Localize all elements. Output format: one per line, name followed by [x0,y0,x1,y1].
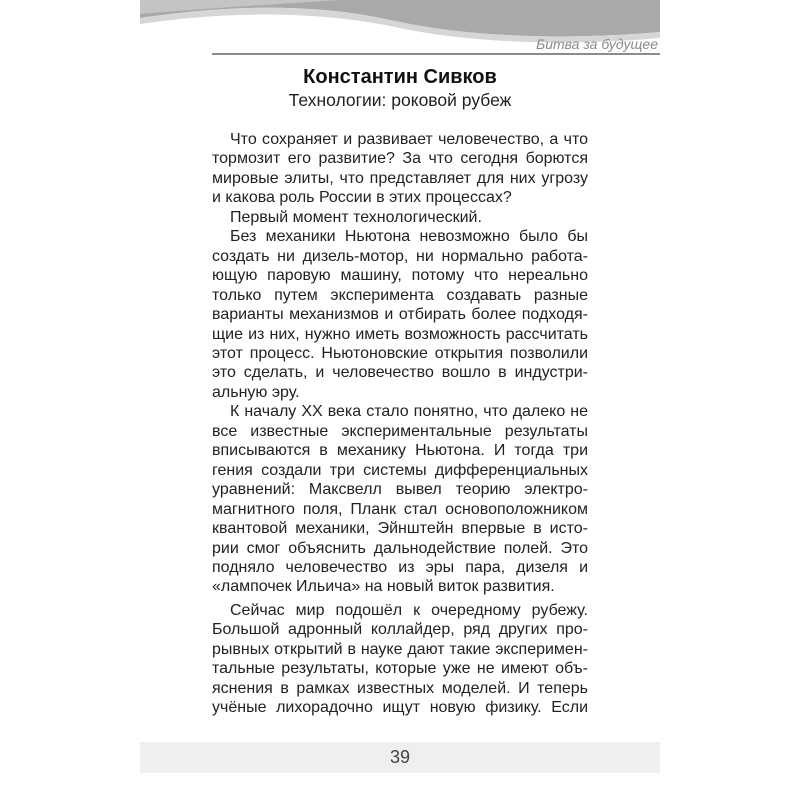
text-line: создать ни дизель-мотор, ни нормально работа- [212,247,588,265]
running-head: Битва за будущее [536,36,658,52]
text-line: Сейчас мир подошёл к очередному рубежу. [230,601,588,619]
text-line: Первый момент технологический. [230,208,482,226]
text-line: Без механики Ньютона невозможно было бы [230,228,588,246]
text-line: яснения в рамках известных моделей. И теперь [212,679,588,697]
text-line: К началу XX века стало понятно, что далеко не [230,403,588,421]
text-line: только путем эксперимента создавать разные [212,286,588,304]
article-author: Константин Сивков [303,66,497,88]
text-line: квантовой механики, Эйнштейн впервые в исто- [212,520,588,538]
page-number: 39 [389,747,411,767]
text-line: учёные лихорадочно ищут новую физику. Если [212,699,588,717]
text-line: гения создали три системы дифференциальных [212,461,588,479]
text-line: этот процесс. Ньютоновские открытия позволили [212,344,588,362]
paragraph [212,402,588,597]
page-footer [140,742,660,773]
paragraph [212,130,588,208]
text-line: подняло человечество из эры пара, дизеля и [212,558,588,576]
text-line: щие из них, нужно иметь возможность рассчитать [212,325,588,343]
text-line: тальные результаты, которые уже не имеют объ- [212,660,588,678]
text-line: Большой адронный коллайдер, ряд других про- [212,621,588,639]
text-line: «лампочек Ильича» на новый виток развития. [212,578,555,596]
text-line: мировые элиты, что представляет для них угрозу [212,169,588,187]
paragraph [212,601,588,718]
text-line: тормозит его развитие? За что сегодня борются [212,150,588,168]
text-line: варианты механизмов и отбирать более подходя- [212,306,588,324]
text-line: вписываются в механику Ньютона. И тогда три [212,442,588,460]
text-line: магнитного поля, Планк стал основоположником [212,500,588,518]
article-title: Технологии: роковой рубеж [288,90,512,110]
paragraph [212,227,588,402]
text-line: рывных открытий в науке дают такие эксперимен- [212,640,588,658]
text-line: и какова роль России в этих процессах? [212,189,512,207]
paragraph [212,208,588,227]
text-line: рии смог объяснить дальнодействие полей. Это [212,539,588,557]
text-line: все известные экспериментальные результаты [212,422,588,440]
text-line: это сделать, и человечество вошло в индустри- [212,364,588,382]
text-line: ющую паровую машину, потому что нереально [212,267,588,285]
header-rule [212,53,660,55]
text-line: Что сохраняет и развивает человечество, а что [230,131,588,148]
article-body [212,130,588,718]
text-line: альную эру. [212,383,300,401]
text-line: уравнений: Максвелл вывел теорию электро- [212,481,588,499]
